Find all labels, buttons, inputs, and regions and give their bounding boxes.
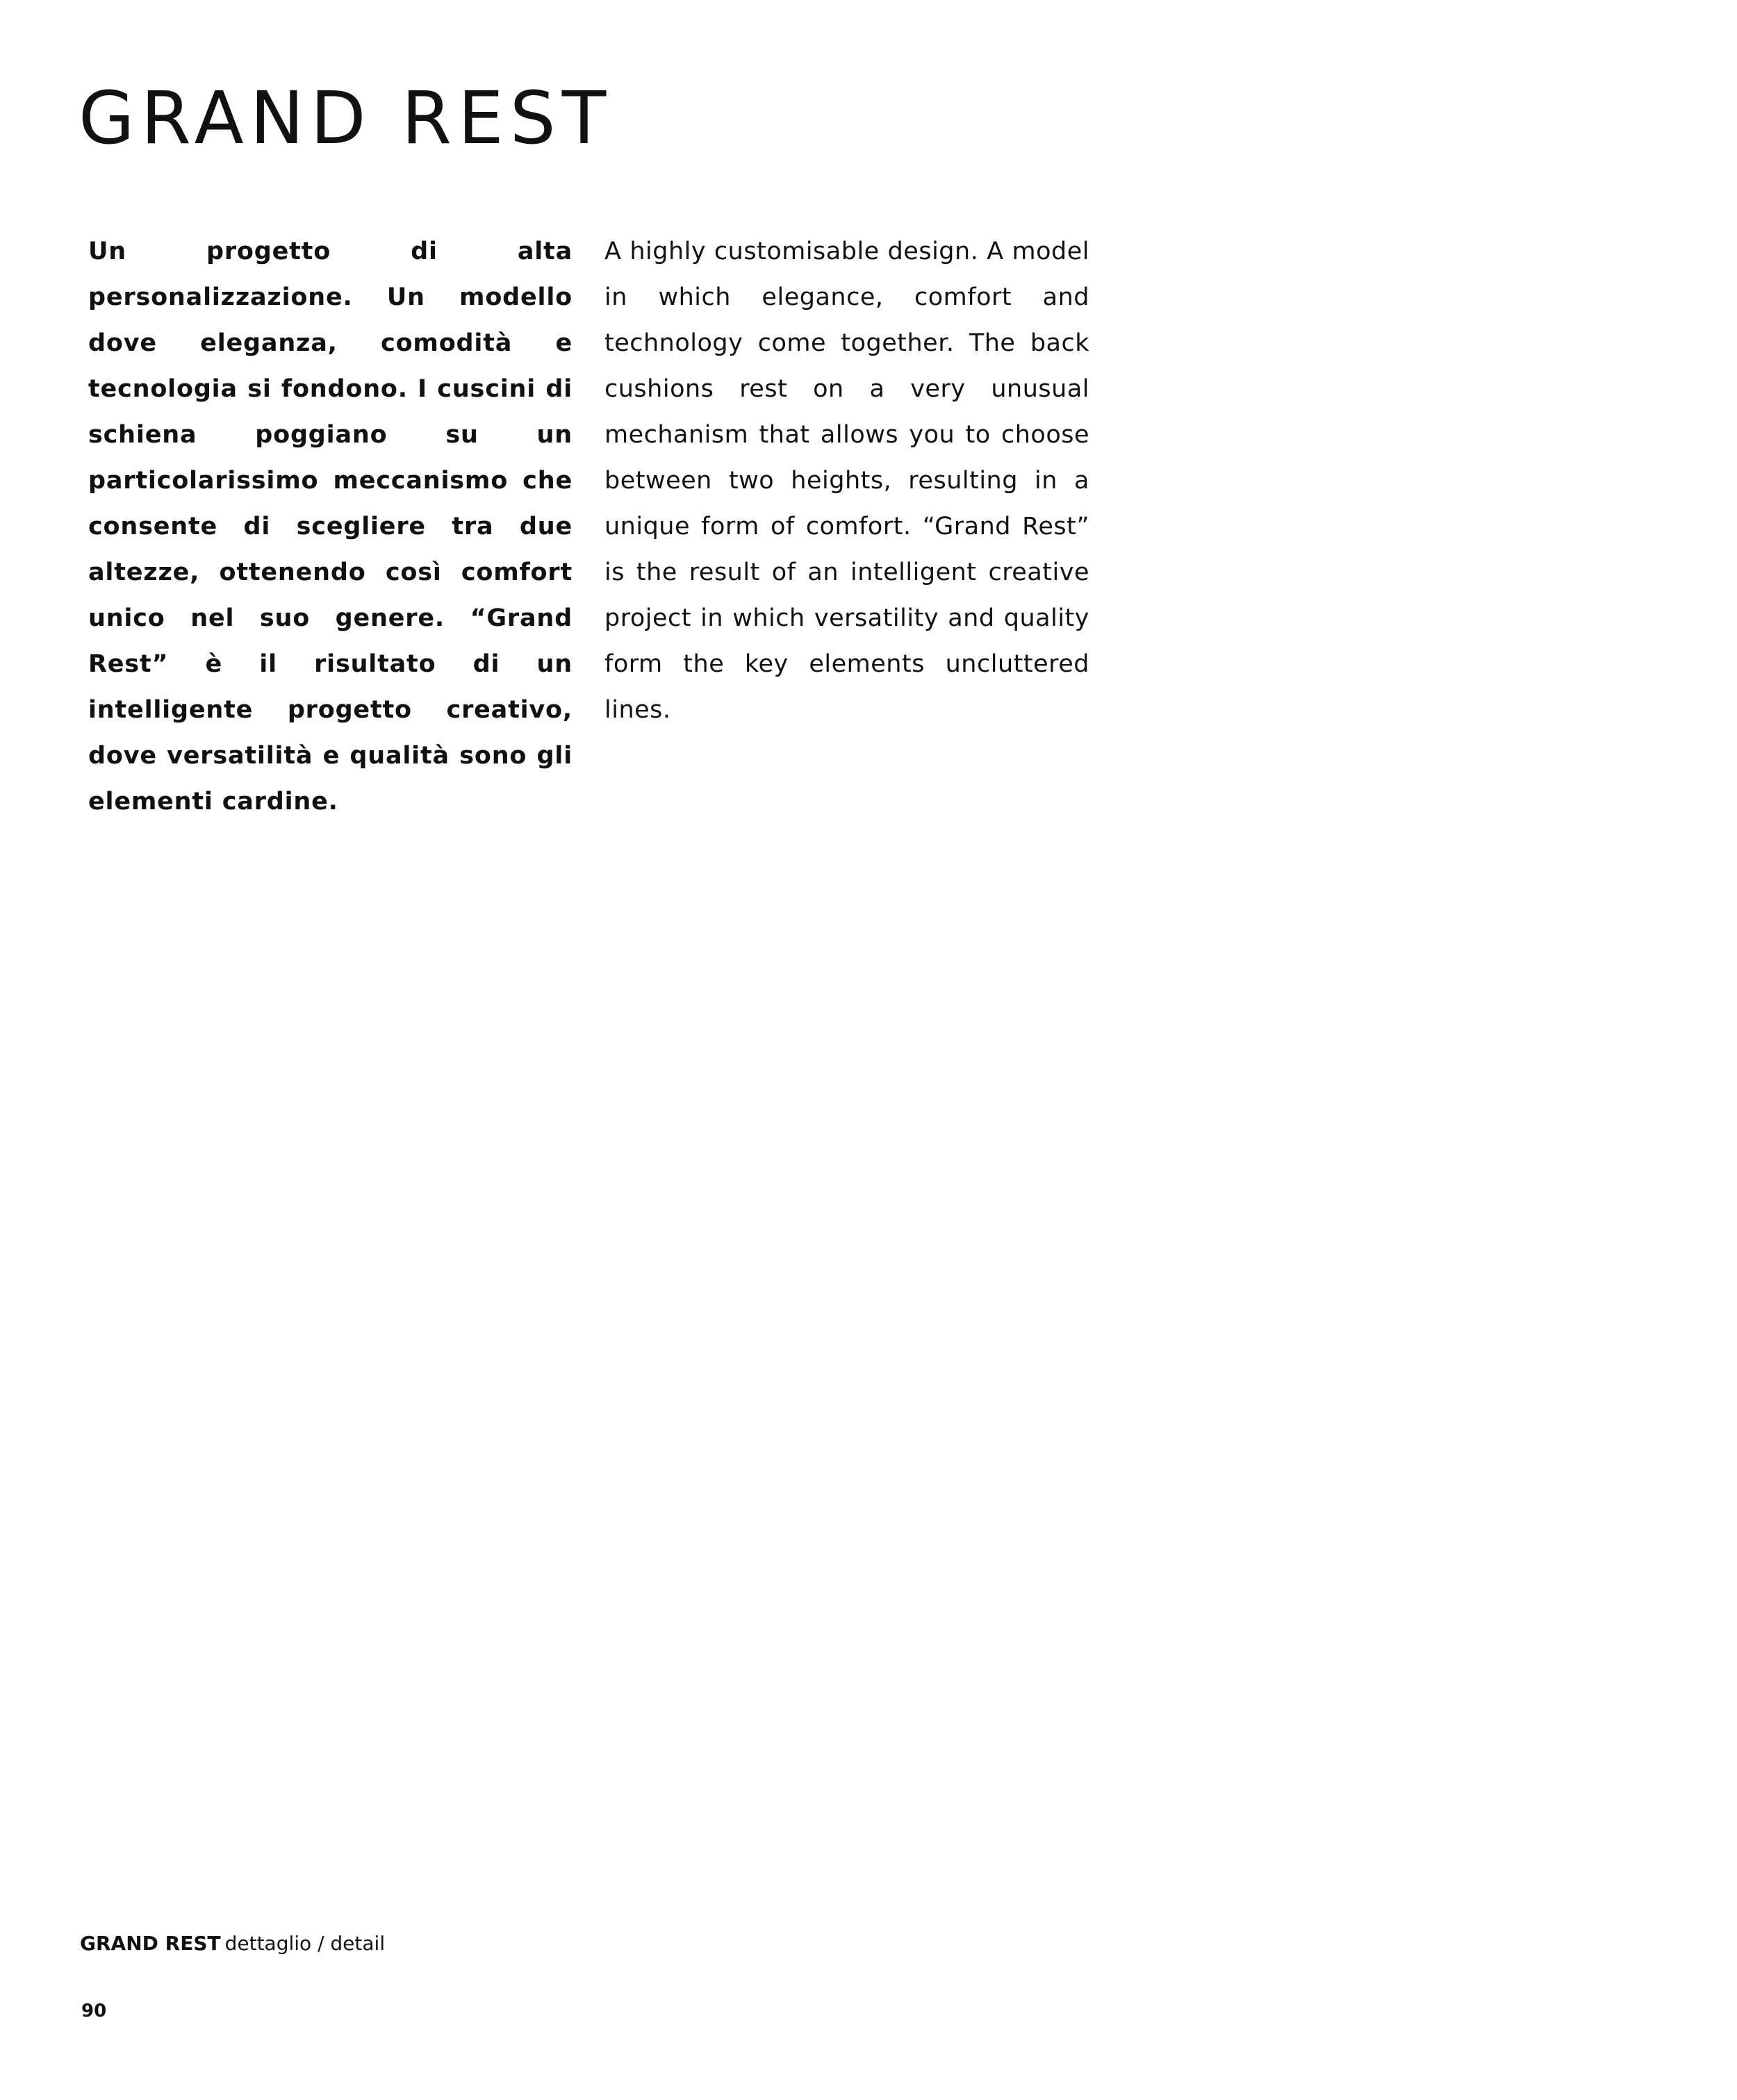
image-caption <box>80 1930 385 1958</box>
description-italian: Un progetto di alta personalizzazione. Un modello dove eleganza, comodità e tecnologia si fondono. I cuscini di schiena poggiano su un particolarissimo meccanismo che consente di scegliere tra due altezze, ottenendo così comfort unico nel suo genere. “Grand Rest” è il risultato di un intelligente progetto creativo, dove versatilità e qualità sono gli elementi cardine. <box>88 238 573 816</box>
page-number: 90 <box>81 2001 107 2022</box>
page-title: GRAND REST <box>79 76 613 160</box>
description-english: A highly customisable design. A model in which elegance, comfort and technology come together. The back cushions rest on a very unusual mechanism that allows you to choose between two heights, resulting in a unique form of comfort. “Grand Rest” is the result of an intelligent creative project in which versatility and quality form the key elements uncluttered lines. <box>604 238 1089 724</box>
caption-product-name: GRAND REST <box>80 1932 221 1955</box>
caption-label: dettaglio / detail <box>224 1932 386 1955</box>
